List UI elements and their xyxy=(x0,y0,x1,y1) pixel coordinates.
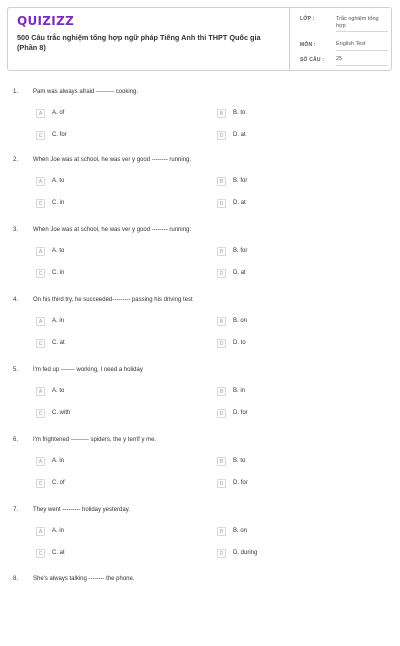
option-letter-box: B xyxy=(217,527,226,536)
option-letter-box: C xyxy=(36,269,45,278)
option-letter-box: C xyxy=(36,549,45,558)
option-text: B. for xyxy=(233,178,248,184)
option-text: D. for xyxy=(233,410,248,416)
question-number: 2. xyxy=(13,157,19,163)
option-text: A. to xyxy=(52,178,65,184)
option-letter-box: B xyxy=(217,109,226,118)
option-letter-box: B xyxy=(217,247,226,256)
question-item xyxy=(0,227,400,297)
option-letter-box: A xyxy=(36,177,45,186)
question-item xyxy=(0,507,400,577)
option-letter-box: A xyxy=(36,457,45,466)
option-text: A. in xyxy=(52,318,65,324)
option-text: C. for xyxy=(52,132,67,138)
question-number: 3. xyxy=(13,227,19,233)
worksheet-header xyxy=(7,7,392,71)
option-letter-box: D xyxy=(217,549,226,558)
option-letter-box: A xyxy=(36,247,45,256)
question-item xyxy=(0,297,400,367)
option-letter-box: D xyxy=(217,409,226,418)
option-text: C. in xyxy=(52,200,65,206)
question-item xyxy=(0,157,400,227)
option-text: A. in xyxy=(52,458,65,464)
meta-divider xyxy=(336,50,388,51)
option-letter-box: A xyxy=(36,317,45,326)
option-letter-box: C xyxy=(36,199,45,208)
option-text: A. to xyxy=(52,388,65,394)
meta-divider xyxy=(336,65,388,66)
meta-divider xyxy=(336,31,388,32)
option-letter-box: D xyxy=(217,131,226,140)
option-letter-box: C xyxy=(36,409,45,418)
option-text: C. with xyxy=(52,410,71,416)
question-number: 6. xyxy=(13,437,19,443)
option-text: A. of xyxy=(52,110,65,116)
option-letter-box: D xyxy=(217,339,226,348)
question-number: 4. xyxy=(13,297,19,303)
option-text: A. to xyxy=(52,248,65,254)
option-text: D. for xyxy=(233,480,248,486)
option-text: D. during xyxy=(233,550,258,556)
option-text: C. in xyxy=(52,270,65,276)
question-item xyxy=(0,367,400,437)
option-text: D. to xyxy=(233,340,246,346)
option-text: B. in xyxy=(233,388,246,394)
option-letter-box: A xyxy=(36,527,45,536)
option-letter-box: B xyxy=(217,177,226,186)
question-text: Pam was always afraid --------- cooking. xyxy=(33,89,139,95)
question-text: When Joe was at school, he was ver y good -------- running. xyxy=(33,227,192,233)
option-letter-box: A xyxy=(36,387,45,396)
meta-label-class: LỚP : xyxy=(300,16,315,22)
meta-label-count: SỐ CÂU : xyxy=(300,57,325,63)
option-letter-box: C xyxy=(36,339,45,348)
option-letter-box: C xyxy=(36,479,45,488)
question-text: I'm fed up ------- working, I need a holiday xyxy=(33,367,143,373)
question-number: 8. xyxy=(13,576,19,582)
question-item xyxy=(0,576,400,646)
option-text: B. for xyxy=(233,248,248,254)
option-text: D. at xyxy=(233,132,246,138)
option-letter-box: D xyxy=(217,199,226,208)
question-item xyxy=(0,437,400,507)
option-letter-box: D xyxy=(217,269,226,278)
question-number: 7. xyxy=(13,507,19,513)
option-text: D. at xyxy=(233,270,246,276)
question-text: When Joe was at school, he was ver y good -------- running. xyxy=(33,157,192,163)
option-text: C. at xyxy=(52,340,65,346)
quizizz-logo: QUIZIZZ xyxy=(17,14,75,28)
option-text: B. on xyxy=(233,528,248,534)
option-text: D. at xyxy=(233,200,246,206)
option-letter-box: C xyxy=(36,131,45,140)
question-text: They went --------- holiday yesterday. xyxy=(33,507,130,513)
meta-value-subject: English Test xyxy=(336,41,366,47)
option-text: C. at xyxy=(52,550,65,556)
meta-value-class: Trắc nghiệm tổng hợp xyxy=(336,16,379,29)
question-text: On his third try, he succeeded--------- passing his driving test xyxy=(33,297,193,303)
meta-value-count: 25 xyxy=(336,56,343,62)
option-letter-box: B xyxy=(217,317,226,326)
option-text: A. in xyxy=(52,528,65,534)
worksheet-title: 500 Câu trắc nghiệm tổng hợp ngữ pháp Tiếng Anh thi THPT Quốc gia (Phần 8) xyxy=(17,33,261,52)
question-item xyxy=(0,89,400,159)
option-letter-box: B xyxy=(217,457,226,466)
worksheet-meta xyxy=(289,8,394,70)
question-number: 1. xyxy=(13,89,19,95)
option-letter-box: A xyxy=(36,109,45,118)
option-text: B. to xyxy=(233,110,246,116)
question-number: 5. xyxy=(13,367,19,373)
option-text: B. to xyxy=(233,458,246,464)
question-text: I'm frightened --------- spiders, the y terrif y me. xyxy=(33,437,157,443)
option-letter-box: D xyxy=(217,479,226,488)
option-letter-box: B xyxy=(217,387,226,396)
option-text: C. of xyxy=(52,480,65,486)
option-text: B. on xyxy=(233,318,248,324)
meta-label-subject: MÔN : xyxy=(300,42,316,48)
question-text: She's always talking -------- the phone. xyxy=(33,576,135,582)
